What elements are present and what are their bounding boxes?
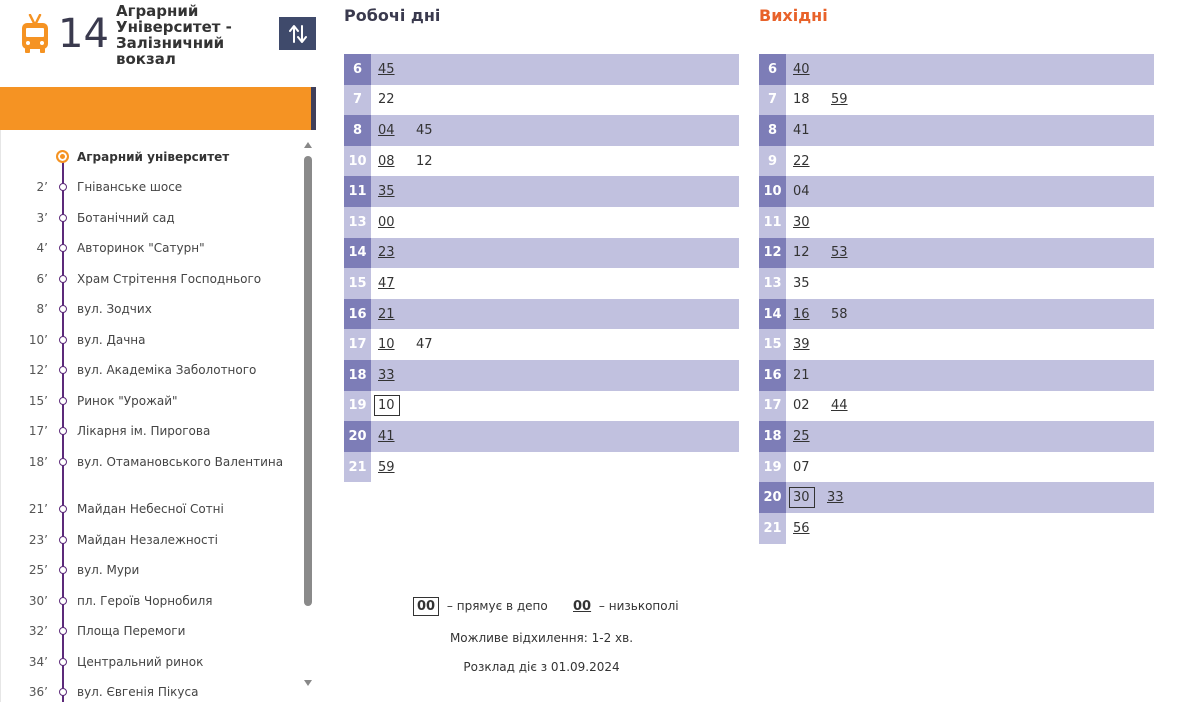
stop-travel-time: 3’	[36, 211, 48, 225]
stop-marker-icon	[59, 627, 67, 635]
legend-low-sample: 00	[573, 599, 592, 614]
minutes-cell	[371, 452, 416, 483]
minutes-cell	[786, 268, 831, 299]
departure-minute: 04	[793, 184, 810, 200]
stop-name: Гніванське шосе	[77, 180, 183, 194]
departure-minute: 22	[378, 92, 395, 108]
schedule-row	[344, 115, 739, 146]
schedule-row	[759, 176, 1154, 207]
schedule-row	[344, 329, 739, 360]
route-header	[0, 0, 316, 86]
departure-minute: 18	[793, 92, 810, 108]
stop-marker-icon	[59, 458, 67, 466]
schedule-row	[344, 238, 739, 269]
schedule-row	[344, 268, 739, 299]
departure-low-floor: 22	[793, 153, 810, 169]
schedule-row	[344, 85, 739, 116]
current-stop-marker-icon	[56, 150, 69, 163]
schedule-row	[344, 391, 739, 422]
minutes-cell	[786, 54, 831, 85]
departure-depot: 30	[789, 487, 815, 508]
hour-cell: 15	[344, 268, 371, 299]
stop-name: вул. Євгенія Пікуса	[77, 685, 199, 699]
departure-low-floor: 10	[378, 337, 395, 353]
swap-arrows-icon	[289, 24, 307, 44]
departure-minute: 47	[416, 337, 433, 353]
stop-travel-time: 30’	[28, 594, 48, 608]
stop-marker-icon	[59, 536, 67, 544]
route-name: Аграрний Університет - Залізничний вокзал	[116, 2, 232, 68]
stop-travel-time: 32’	[28, 624, 48, 638]
schedule-row	[759, 391, 1154, 422]
legend-low	[573, 599, 679, 614]
weekday-schedule-table	[344, 54, 739, 482]
hour-cell: 21	[344, 452, 371, 483]
schedule-row	[759, 115, 1154, 146]
scroll-thumb[interactable]	[304, 156, 312, 606]
hour-cell: 10	[344, 146, 371, 177]
departure-minute: 21	[793, 367, 810, 383]
hour-cell: 9	[759, 146, 786, 177]
departure-low-floor: 08	[378, 153, 395, 169]
departure-low-floor: 16	[793, 306, 810, 322]
departure-low-floor: 40	[793, 61, 810, 77]
departure-depot: 10	[374, 395, 400, 416]
schedule-row	[759, 329, 1154, 360]
minutes-cell	[786, 146, 831, 177]
departure-low-floor: 04	[378, 122, 395, 138]
minutes-cell	[786, 176, 831, 207]
departure-low-floor: 53	[831, 245, 848, 261]
stop-name: Майдан Незалежності	[77, 533, 218, 547]
hour-cell: 17	[759, 391, 786, 422]
hour-cell: 13	[344, 207, 371, 238]
hour-cell: 13	[759, 268, 786, 299]
minutes-cell	[371, 85, 416, 116]
departure-low-floor: 30	[793, 214, 810, 230]
stop-travel-time: 25’	[28, 563, 48, 577]
minutes-cell	[371, 268, 416, 299]
stop-name: вул. Мури	[77, 563, 140, 577]
schedule-row	[759, 207, 1154, 238]
departure-minute: 41	[793, 122, 810, 138]
hour-cell: 6	[759, 54, 786, 85]
legend-depot-label: – прямує в депо	[446, 599, 548, 613]
departure-minute: 58	[831, 306, 848, 322]
minutes-cell	[786, 360, 831, 391]
weekend-schedule-table	[759, 54, 1154, 544]
schedule-row	[759, 299, 1154, 330]
minutes-cell	[371, 299, 416, 330]
hour-cell: 7	[759, 85, 786, 116]
stop-marker-icon	[59, 688, 67, 696]
stop-name: вул. Дачна	[77, 333, 146, 347]
stop-travel-time: 4’	[36, 241, 48, 255]
departure-low-floor: 59	[378, 459, 395, 475]
minutes-cell	[371, 329, 454, 360]
stop-marker-icon	[59, 427, 67, 435]
schedule-row	[344, 360, 739, 391]
departure-low-floor: 44	[831, 398, 848, 414]
minutes-cell	[786, 238, 869, 269]
schedule-row	[344, 207, 739, 238]
minutes-cell	[786, 421, 831, 452]
hour-cell: 20	[759, 482, 786, 513]
schedule-row	[759, 146, 1154, 177]
hour-cell: 21	[759, 513, 786, 544]
legend-depot	[413, 597, 548, 616]
minutes-cell	[371, 54, 416, 85]
schedule-row	[344, 54, 739, 85]
minutes-cell	[371, 421, 416, 452]
hour-cell: 6	[344, 54, 371, 85]
stop-travel-time: 21’	[28, 502, 48, 516]
swap-direction-button[interactable]	[279, 17, 316, 50]
departure-low-floor: 21	[378, 306, 395, 322]
hour-cell: 11	[759, 207, 786, 238]
minutes-cell	[371, 360, 416, 391]
minutes-cell	[786, 329, 831, 360]
departure-low-floor: 39	[793, 337, 810, 353]
minutes-cell	[786, 299, 869, 330]
stop-name: Ботанічний сад	[77, 211, 175, 225]
minutes-cell	[786, 513, 831, 544]
schedule-row	[759, 482, 1154, 513]
minutes-cell	[786, 115, 831, 146]
stop-travel-time: 34’	[28, 655, 48, 669]
schedule-row	[344, 176, 739, 207]
weekend-title: Вихідні	[759, 6, 828, 25]
hour-cell: 15	[759, 329, 786, 360]
route-panel	[0, 0, 316, 702]
stop-name: Аграрний університет	[77, 150, 230, 164]
stop-travel-time: 12’	[28, 363, 48, 377]
stop-marker-icon	[59, 397, 67, 405]
minutes-cell	[786, 452, 831, 483]
departure-low-floor: 23	[378, 245, 395, 261]
minutes-cell	[786, 482, 865, 513]
stop-name: Храм Стрітення Господнього	[77, 272, 262, 286]
hour-cell: 19	[344, 391, 371, 422]
stop-marker-icon	[59, 566, 67, 574]
hour-cell: 12	[759, 238, 786, 269]
hour-cell: 16	[759, 360, 786, 391]
stop-marker-icon	[59, 244, 67, 252]
hour-cell: 7	[344, 85, 371, 116]
stop-marker-icon	[59, 214, 67, 222]
stop-travel-time: 23’	[28, 533, 48, 547]
stop-marker-icon	[59, 275, 67, 283]
schedule-row	[344, 299, 739, 330]
legend-depot-sample: 00	[413, 597, 439, 616]
stop-travel-time: 36’	[28, 685, 48, 699]
schedule-row	[759, 452, 1154, 483]
stop-name: Ринок "Урожай"	[77, 394, 178, 408]
stop-list[interactable]	[0, 140, 300, 702]
stop-travel-time: 15’	[28, 394, 48, 408]
route-progress-bar-edge	[311, 87, 316, 130]
schedule-row	[759, 54, 1154, 85]
stop-name: Площа Перемоги	[77, 624, 186, 638]
stop-marker-icon	[59, 305, 67, 313]
stop-name: вул. Отамановського Валентина	[77, 455, 284, 469]
stop-travel-time: 6’	[36, 272, 48, 286]
stop-marker-icon	[59, 658, 67, 666]
schedule-row	[759, 513, 1154, 544]
stop-name: Майдан Небесної Сотні	[77, 502, 224, 516]
hour-cell: 8	[344, 115, 371, 146]
departure-low-floor: 56	[793, 520, 810, 536]
stop-marker-icon	[59, 597, 67, 605]
departure-low-floor: 59	[831, 92, 848, 108]
minutes-cell	[371, 146, 454, 177]
minutes-cell	[371, 207, 416, 238]
stop-name: Авторинок "Сатурн"	[77, 241, 205, 255]
valid-from-note: Розклад діє з 01.09.2024	[463, 660, 620, 674]
hour-cell: 20	[344, 421, 371, 452]
stop-marker-icon	[59, 336, 67, 344]
stop-travel-time: 2’	[36, 180, 48, 194]
hour-cell: 18	[344, 360, 371, 391]
deviation-note: Можливе відхилення: 1-2 хв.	[449, 631, 634, 645]
stop-name: Центральний ринок	[77, 655, 204, 669]
hour-cell: 18	[759, 421, 786, 452]
hour-cell: 10	[759, 176, 786, 207]
route-progress-bar	[0, 87, 311, 130]
stop-travel-time: 8’	[36, 302, 48, 316]
stop-name: пл. Героїв Чорнобиля	[77, 594, 213, 608]
minutes-cell	[371, 391, 412, 422]
departure-low-floor: 45	[378, 61, 395, 77]
trolleybus-icon	[20, 14, 50, 54]
stop-list-scrollbar[interactable]	[302, 140, 314, 692]
schedule-row	[759, 85, 1154, 116]
hour-cell: 19	[759, 452, 786, 483]
scroll-up-arrow-icon[interactable]	[304, 142, 312, 148]
departure-low-floor: 25	[793, 428, 810, 444]
stop-travel-time: 18’	[28, 455, 48, 469]
stop-name: вул. Зодчих	[77, 302, 152, 316]
stop-marker-icon	[59, 183, 67, 191]
departure-low-floor: 33	[827, 490, 844, 506]
stop-name: Лікарня ім. Пирогова	[77, 424, 211, 438]
hour-cell: 8	[759, 115, 786, 146]
stop-travel-time: 17’	[28, 424, 48, 438]
departure-low-floor: 41	[378, 428, 395, 444]
minutes-cell	[786, 207, 831, 238]
minutes-cell	[371, 176, 416, 207]
hour-cell: 17	[344, 329, 371, 360]
schedule-row	[344, 146, 739, 177]
schedule-row	[759, 268, 1154, 299]
departure-low-floor: 33	[378, 367, 395, 383]
weekday-title: Робочі дні	[344, 6, 441, 25]
hour-cell: 11	[344, 176, 371, 207]
schedule-row	[344, 421, 739, 452]
departure-minute: 12	[793, 245, 810, 261]
schedule-row	[759, 360, 1154, 391]
stop-marker-icon	[59, 505, 67, 513]
scroll-down-arrow-icon[interactable]	[304, 680, 312, 686]
minutes-cell	[786, 85, 869, 116]
departure-low-floor: 35	[378, 184, 395, 200]
schedule-row	[759, 238, 1154, 269]
departure-minute: 12	[416, 153, 433, 169]
stop-travel-time: 10’	[28, 333, 48, 347]
stop-marker-icon	[59, 366, 67, 374]
hour-cell: 16	[344, 299, 371, 330]
hour-cell: 14	[759, 299, 786, 330]
departure-minute: 02	[793, 398, 810, 414]
departure-low-floor: 00	[378, 214, 395, 230]
hour-cell: 14	[344, 238, 371, 269]
route-number: 14	[58, 11, 109, 57]
departure-minute: 35	[793, 275, 810, 291]
departure-minute: 07	[793, 459, 810, 475]
schedule-row	[344, 452, 739, 483]
schedule-row	[759, 421, 1154, 452]
departure-minute: 45	[416, 122, 433, 138]
departure-low-floor: 47	[378, 275, 395, 291]
stop-name: вул. Академіка Заболотного	[77, 363, 257, 377]
minutes-cell	[371, 238, 416, 269]
legend-low-label: – низькополі	[598, 599, 679, 613]
minutes-cell	[371, 115, 454, 146]
minutes-cell	[786, 391, 869, 422]
